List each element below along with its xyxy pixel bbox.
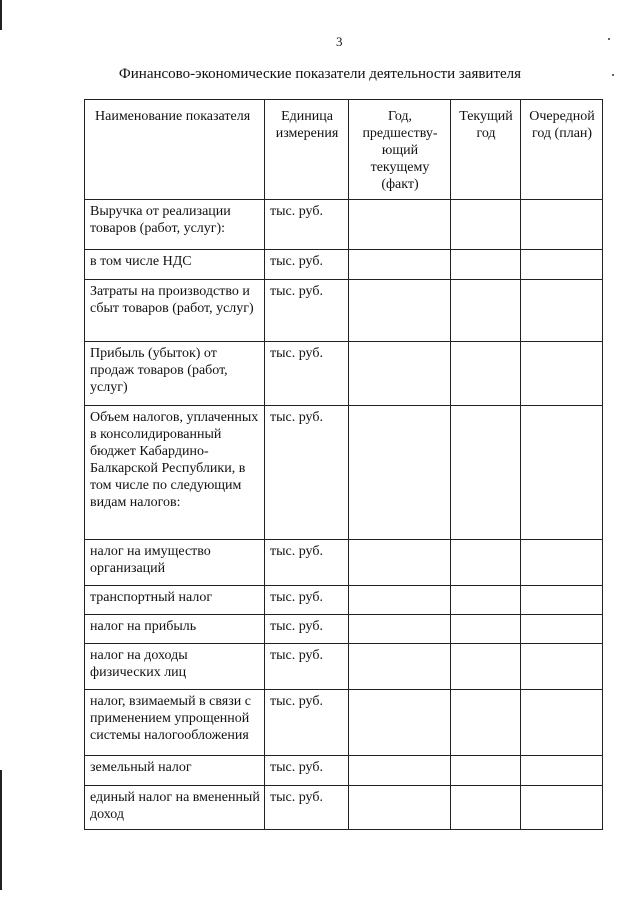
value-next-year bbox=[521, 200, 603, 250]
value-current-year bbox=[451, 586, 521, 615]
value-current-year bbox=[451, 690, 521, 756]
value-next-year bbox=[521, 540, 603, 586]
value-next-year bbox=[521, 644, 603, 690]
table-row bbox=[85, 644, 603, 690]
value-next-year bbox=[521, 342, 603, 406]
value-next-year bbox=[521, 756, 603, 786]
table-row bbox=[85, 280, 603, 342]
header-prev-year: Год, предшеству-ющий текущему (факт) bbox=[349, 100, 451, 200]
table-row bbox=[85, 586, 603, 615]
table-row bbox=[85, 342, 603, 406]
table-row bbox=[85, 756, 603, 786]
header-current-year: Текущий год bbox=[451, 100, 521, 200]
indicator-name: земельный налог bbox=[85, 756, 265, 786]
page-number: 3 bbox=[336, 34, 343, 49]
value-prev-year bbox=[349, 586, 451, 615]
table-row bbox=[85, 406, 603, 540]
indicator-name: налог, взимаемый в связи с применением упрощенной системы налогообложения bbox=[85, 690, 265, 756]
indicator-name: Выручка от реализации товаров (работ, услуг): bbox=[85, 200, 265, 250]
indicator-name: в том числе НДС bbox=[85, 250, 265, 280]
value-prev-year bbox=[349, 280, 451, 342]
indicator-name: единый налог на вмененный доход bbox=[85, 786, 265, 830]
indicator-unit: тыс. руб. bbox=[265, 690, 349, 756]
indicator-unit: тыс. руб. bbox=[265, 586, 349, 615]
scan-edge-mark-bottom bbox=[0, 770, 2, 890]
value-current-year bbox=[451, 280, 521, 342]
indicator-unit: тыс. руб. bbox=[265, 406, 349, 540]
value-prev-year bbox=[349, 540, 451, 586]
value-next-year bbox=[521, 690, 603, 756]
value-prev-year bbox=[349, 615, 451, 644]
value-next-year bbox=[521, 280, 603, 342]
value-prev-year bbox=[349, 756, 451, 786]
indicator-name: Затраты на производство и сбыт товаров (работ, услуг) bbox=[85, 280, 265, 342]
value-next-year bbox=[521, 250, 603, 280]
table-row bbox=[85, 615, 603, 644]
indicator-unit: тыс. руб. bbox=[265, 644, 349, 690]
table-header-row bbox=[85, 100, 603, 200]
value-next-year bbox=[521, 615, 603, 644]
value-next-year bbox=[521, 786, 603, 830]
value-prev-year bbox=[349, 644, 451, 690]
table-row bbox=[85, 200, 603, 250]
scan-edge-mark-top bbox=[0, 0, 2, 30]
header-unit: Единица измерения bbox=[265, 100, 349, 200]
value-current-year bbox=[451, 615, 521, 644]
scan-speck bbox=[608, 38, 610, 40]
financial-indicators-table bbox=[84, 99, 603, 830]
table-row bbox=[85, 540, 603, 586]
indicator-unit: тыс. руб. bbox=[265, 756, 349, 786]
indicator-unit: тыс. руб. bbox=[265, 250, 349, 280]
value-current-year bbox=[451, 406, 521, 540]
indicator-unit: тыс. руб. bbox=[265, 615, 349, 644]
value-current-year bbox=[451, 644, 521, 690]
value-current-year bbox=[451, 200, 521, 250]
table-row bbox=[85, 690, 603, 756]
indicator-unit: тыс. руб. bbox=[265, 540, 349, 586]
indicator-name: налог на имущество организаций bbox=[85, 540, 265, 586]
value-prev-year bbox=[349, 690, 451, 756]
value-current-year bbox=[451, 540, 521, 586]
indicator-unit: тыс. руб. bbox=[265, 786, 349, 830]
indicator-name: Объем налогов, уплаченных в консолидированный бюджет Кабардино-Балкарской Республики, в том числе по следующим видам налогов: bbox=[85, 406, 265, 540]
indicator-unit: тыс. руб. bbox=[265, 342, 349, 406]
value-prev-year bbox=[349, 342, 451, 406]
header-next-year: Очередной год (план) bbox=[521, 100, 603, 200]
value-current-year bbox=[451, 756, 521, 786]
value-prev-year bbox=[349, 406, 451, 540]
table-row bbox=[85, 250, 603, 280]
value-prev-year bbox=[349, 786, 451, 830]
indicator-name: налог на доходы физических лиц bbox=[85, 644, 265, 690]
value-next-year bbox=[521, 586, 603, 615]
indicator-unit: тыс. руб. bbox=[265, 280, 349, 342]
indicator-unit: тыс. руб. bbox=[265, 200, 349, 250]
table-row bbox=[85, 786, 603, 830]
value-current-year bbox=[451, 250, 521, 280]
value-prev-year bbox=[349, 250, 451, 280]
value-prev-year bbox=[349, 200, 451, 250]
indicator-name: Прибыль (убыток) от продаж товаров (работ, услуг) bbox=[85, 342, 265, 406]
header-indicator-name: Наименование показателя bbox=[85, 100, 265, 200]
indicator-name: транспортный налог bbox=[85, 586, 265, 615]
indicator-name: налог на прибыль bbox=[85, 615, 265, 644]
value-current-year bbox=[451, 342, 521, 406]
value-current-year bbox=[451, 786, 521, 830]
value-next-year bbox=[521, 406, 603, 540]
document-title: Финансово-экономические показатели деятельности заявителя bbox=[118, 66, 522, 82]
